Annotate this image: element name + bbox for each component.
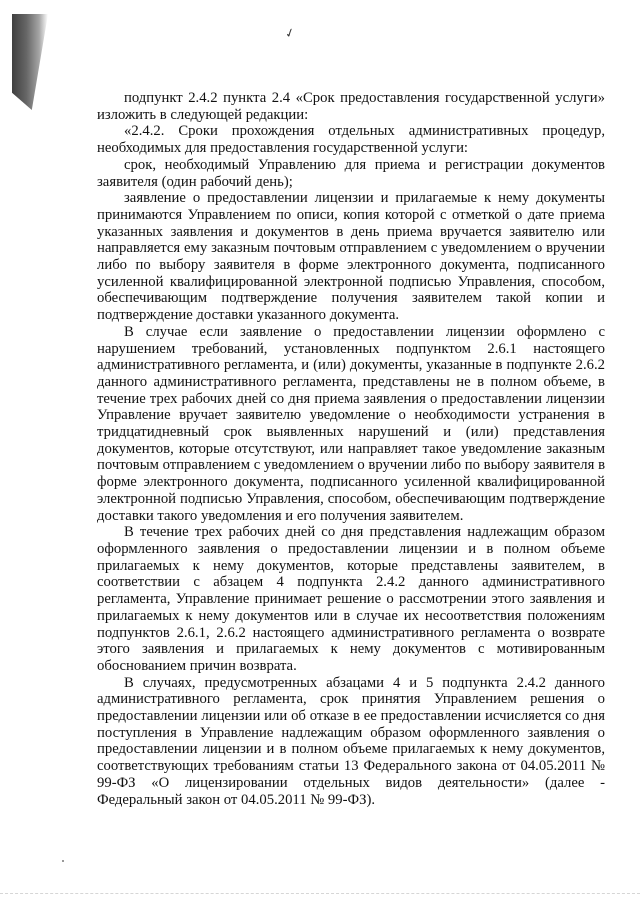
paragraph-4: заявление о предоставлении лицензии и прилагаемые к нему документы принимаются Управлением по описи, копия которой с отметкой о дате приема указанных заявления и документов в день приема вручается заявителю или направляется ему заказным почтовым отправлением с уведомлением о вручении либо по выбору заявителя в форме электронного документа, подписанного усиленной квалифицированной электронной подписью Управления, способом, обеспечивающим подтверждение получения заявителем такой копии и подтверждение доставки указанного документа. [97,190,605,324]
page-bottom-rule [0,893,640,894]
paragraph-2: «2.4.2. Сроки прохождения отдельных административных процедур, необходимых для предоставления государственной услуги: [97,123,605,157]
paragraph-7: В случаях, предусмотренных абзацами 4 и 5 подпункта 2.4.2 данного административного регламента, срок принятия Управлением решения о предоставлении лицензии или об отказе в ее предоставлении исчисляется со дня поступления в Управление надлежащим образом оформленного заявления о предоставлении лицензии и в полном объеме прилагаемых к нему документов, соответствующих требованиям статьи 13 Федерального закона от 04.05.2011 № 99-ФЗ «О лицензировании отдельных видов деятельности» (далее - Федеральный закон от 04.05.2011 № 99-ФЗ). [97,674,605,808]
scan-edge-artifact [12,14,48,110]
paragraph-6: В течение трех рабочих дней со дня представления надлежащим образом оформленного заявления о предоставлении лицензии и в полном объеме прилагаемых к нему документов, которые представлены заявителем, в соответствии с абзацем 4 подпункта 2.4.2 данного административного регламента, Управление принимает решение о рассмотрении этого заявления и прилагаемых к нему документов или в случае их несоответствия положениям подпунктов 2.6.1, 2.6.2 настоящего административного регламента о возврате этого заявления и прилагаемых к нему документов с мотивированным обоснованием причин возврата. [97,524,605,674]
document-body [97,90,605,808]
paragraph-3: срок, необходимый Управлению для приема и регистрации документов заявителя (один рабочий день); [97,156,605,190]
paragraph-1: подпункт 2.4.2 пункта 2.4 «Срок предоставления государственной услуги» изложить в следующей редакции: [97,90,605,123]
handwritten-tick-mark: ✓ [282,24,297,42]
paragraph-5: В случае если заявление о предоставлении лицензии оформлено с нарушением требований, установленных подпунктом 2.6.1 настоящего административного регламента, и (или) документы, указанные в подпункте 2.6.2 данного административного регламента, представлены не в полном объеме, в течение трех рабочих дней со дня приема заявления о предоставлении лицензии Управление вручает заявителю уведомление о необходимости устранения в тридцатидневный срок выявленных нарушений и (или) представления документов, которые отсутствуют, или направляет такое уведомление заказным почтовым отправлением с уведомлением о вручении либо по выбору заявителя в форме электронного документа, подписанного усиленной квалифицированной электронной подписью Управления, способом, обеспечивающим подтверждение доставки такого уведомления и его получения заявителем. [97,323,605,524]
scan-dot [62,860,64,862]
